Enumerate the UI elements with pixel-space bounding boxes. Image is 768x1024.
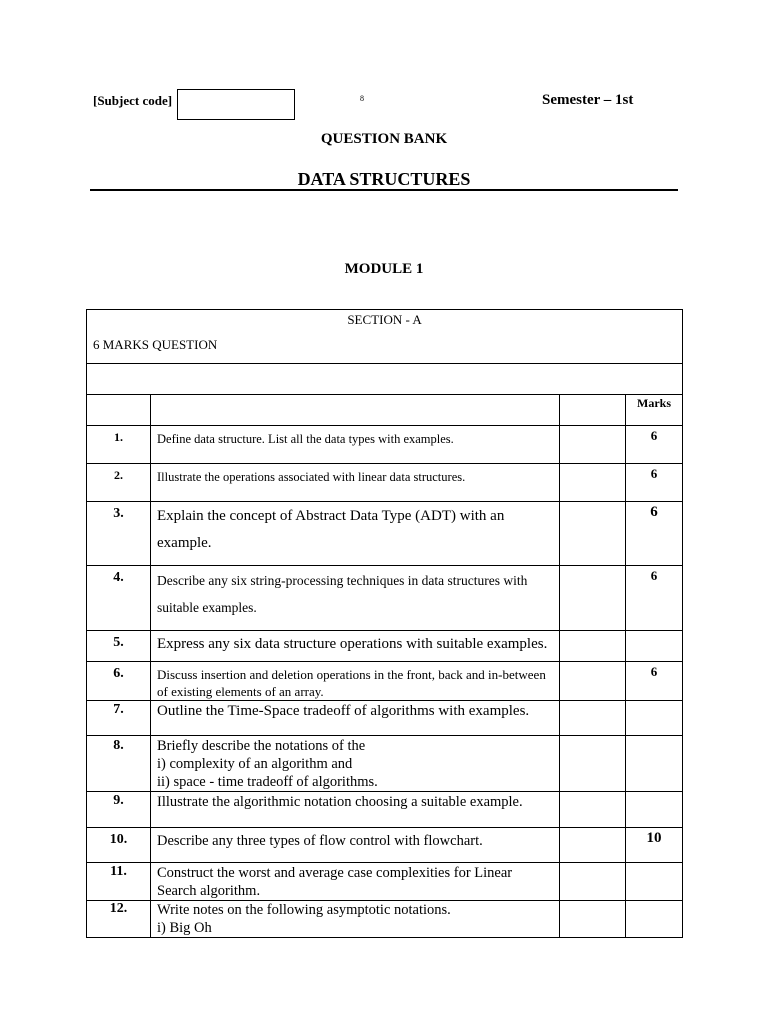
question-marks: 6 [626,426,683,464]
question-text [151,736,560,792]
section-header [87,310,683,364]
question-marks [626,792,683,828]
question-table [86,309,683,938]
subject-code-box[interactable] [177,89,295,120]
question-number: 4. [87,566,151,631]
no-header [87,395,151,426]
title-divider [90,189,678,191]
question-marks [626,901,683,938]
question-marks [626,631,683,662]
question-row [87,566,683,631]
question-row [87,901,683,938]
question-marks [626,701,683,736]
question-header [151,395,560,426]
question-row [87,426,683,464]
semester-label: Semester – 1st [542,92,634,108]
page-mark: 8 [360,94,364,103]
question-number: 3. [87,502,151,566]
module-heading: MODULE 1 [344,261,424,277]
section-subtitle: 6 MARKS QUESTION [93,337,218,352]
question-text: Describe any three types of flow control with flowchart. [151,828,560,863]
question-text: Express any six data structure operations with suitable examples. [151,631,560,662]
question-marks [626,863,683,901]
question-number: 12. [87,901,151,938]
question-blank [560,701,626,736]
question-line: Briefly describe the notations of the [157,738,366,754]
question-marks [626,736,683,792]
question-row [87,792,683,828]
question-blank [560,662,626,701]
question-number: 9. [87,792,151,828]
question-blank [560,792,626,828]
question-row [87,631,683,662]
marks-header: Marks [626,395,683,426]
question-text: Discuss insertion and deletion operations in the front, back and in-between of existing elements of an array. [151,662,560,701]
question-row [87,828,683,863]
question-number: 5. [87,631,151,662]
question-row [87,701,683,736]
question-blank [560,863,626,901]
question-line: i) Big Oh [157,920,212,936]
question-number: 6. [87,662,151,701]
question-number: 7. [87,701,151,736]
question-blank [560,464,626,502]
question-blank [560,736,626,792]
subject-title: DATA STRUCTURES [297,169,471,189]
subject-code-label: [Subject code] [93,93,173,108]
question-text: Outline the Time-Space tradeoff of algorithms with examples. [151,701,560,736]
question-number: 10. [87,828,151,863]
question-row [87,863,683,901]
question-text: Explain the concept of Abstract Data Type (ADT) with an example. [151,502,560,566]
question-line: ii) space - time tradeoff of algorithms. [157,774,378,790]
question-blank [560,828,626,863]
question-blank [560,901,626,938]
question-marks: 6 [626,662,683,701]
question-number: 8. [87,736,151,792]
question-number: 1. [87,426,151,464]
blank-row [87,364,683,395]
section-title: SECTION - A [347,312,422,327]
question-marks: 6 [626,464,683,502]
question-text: Describe any six string-processing techniques in data structures with suitable examples. [151,566,560,631]
question-row [87,736,683,792]
document-heading: QUESTION BANK [320,131,448,147]
column-header-row [87,395,683,426]
question-row [87,502,683,566]
question-line: i) complexity of an algorithm and [157,756,353,772]
question-number: 11. [87,863,151,901]
question-text: Construct the worst and average case complexities for Linear Search algorithm. [151,863,560,901]
question-line: Write notes on the following asymptotic notations. [157,902,451,918]
question-blank [560,566,626,631]
question-marks: 6 [626,502,683,566]
question-row [87,464,683,502]
question-text: Define data structure. List all the data types with examples. [151,426,560,464]
question-number: 2. [87,464,151,502]
question-text: Illustrate the operations associated with linear data structures. [151,464,560,502]
question-blank [560,502,626,566]
blank-header [560,395,626,426]
question-text [151,901,560,938]
question-blank [560,631,626,662]
question-blank [560,426,626,464]
question-row [87,662,683,701]
question-marks: 6 [626,566,683,631]
question-text: Illustrate the algorithmic notation choosing a suitable example. [151,792,560,828]
question-marks: 10 [626,828,683,863]
